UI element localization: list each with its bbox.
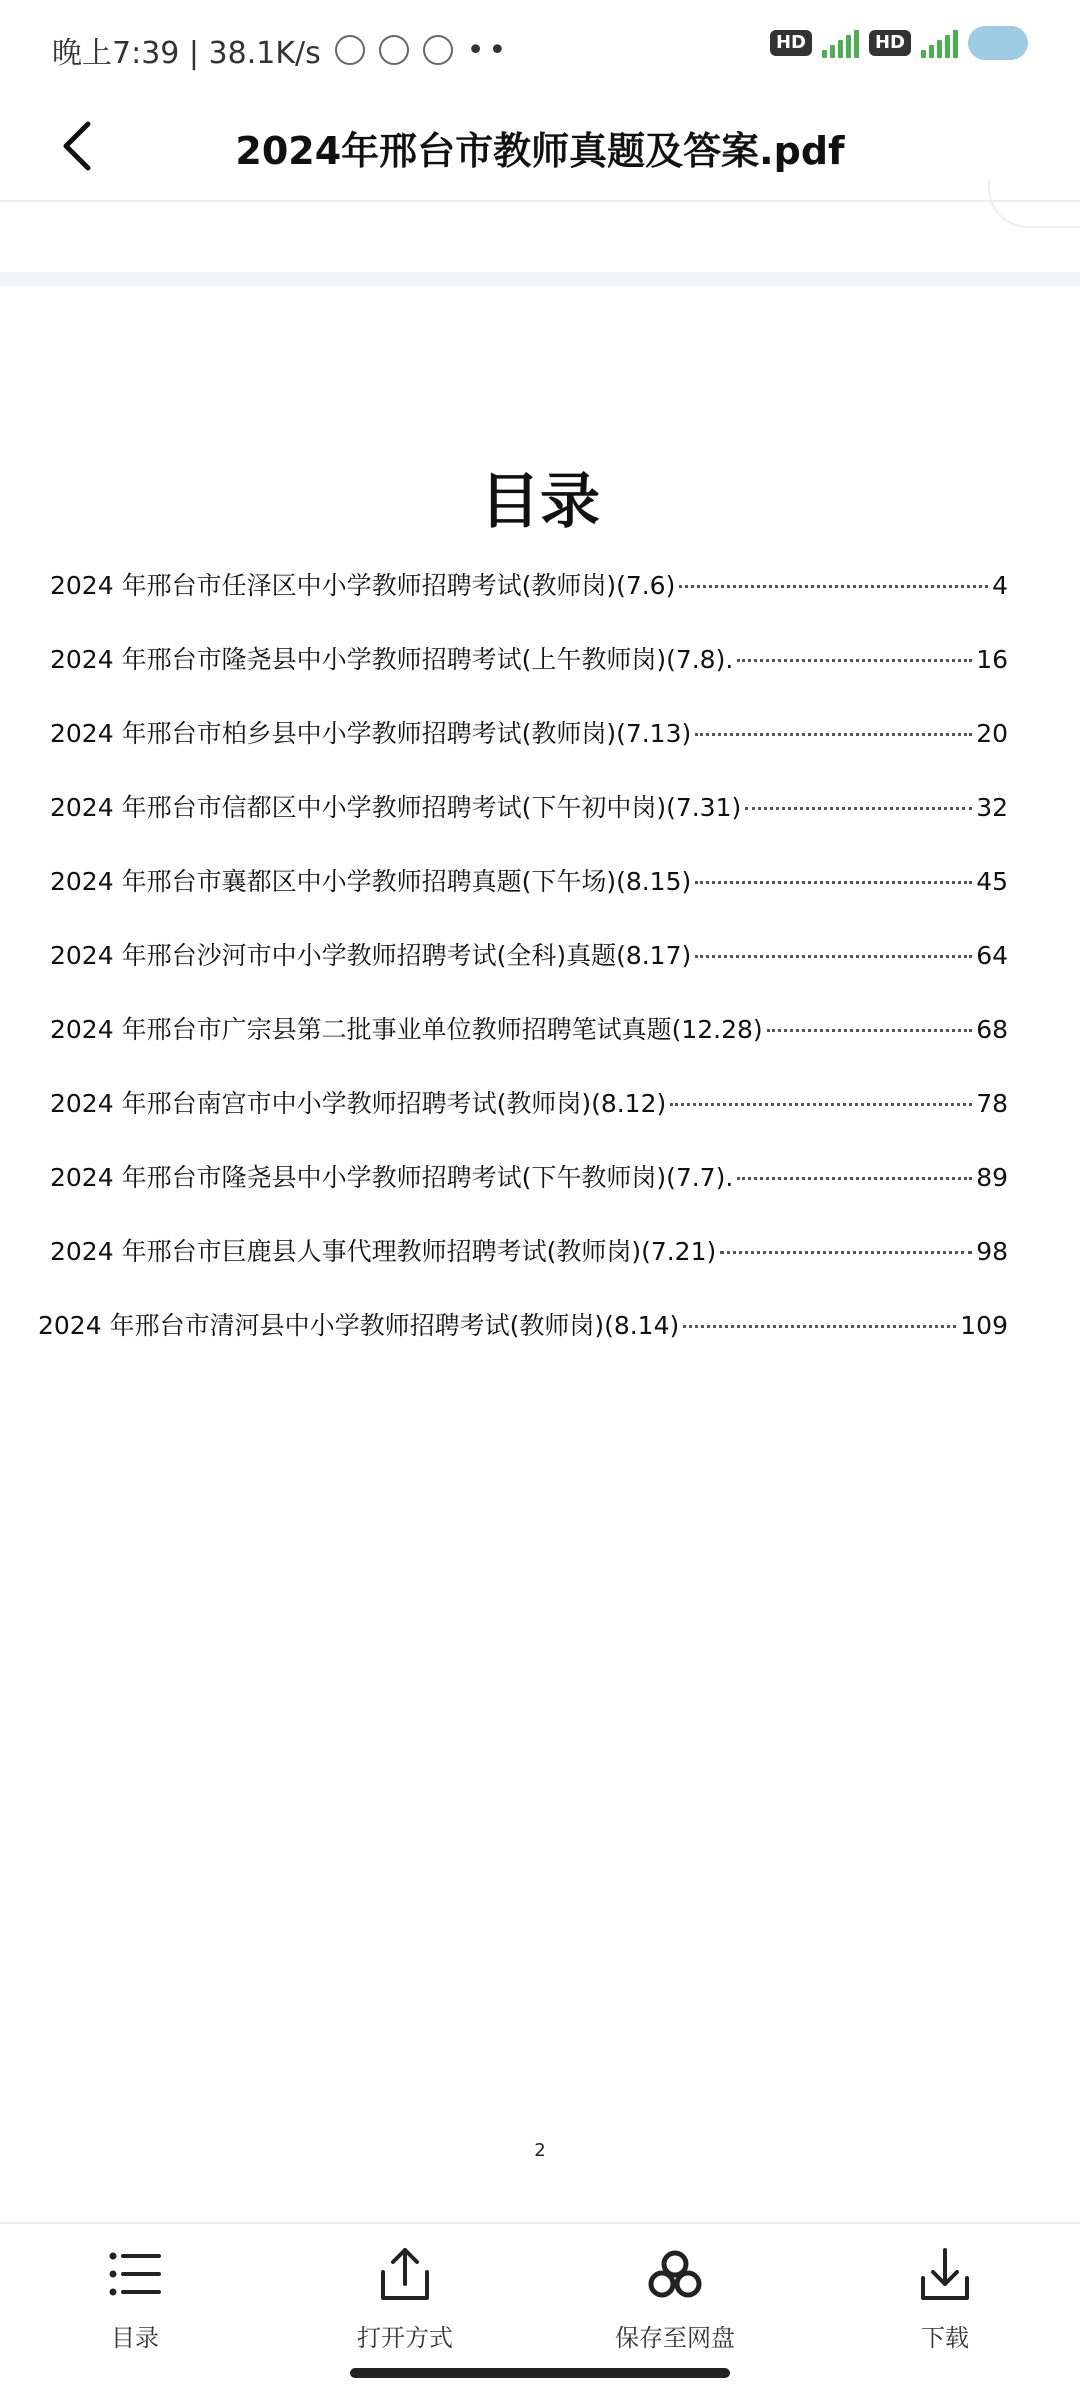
toc-item[interactable] [50, 1084, 1008, 1158]
status-right [770, 26, 1028, 60]
toc-item[interactable] [50, 566, 1008, 640]
open-with-button[interactable] [305, 2242, 505, 2362]
toc-leader [720, 1251, 972, 1254]
document-title: 2024年邢台市教师真题及答案.pdf [235, 129, 845, 173]
toc-item-text: 2024 年邢台市隆尧县中小学教师招聘考试(上午教师岗)(7.8). [50, 645, 734, 674]
toc-item-text: 2024 年邢台市柏乡县中小学教师招聘考试(教师岗)(7.13) [50, 719, 692, 748]
toc-item-text: 2024 年邢台市清河县中小学教师招聘考试(教师岗)(8.14) [38, 1311, 680, 1340]
toc-leader [670, 1103, 972, 1106]
toc-leader [695, 733, 972, 736]
toc-item[interactable] [50, 862, 1008, 936]
save-to-cloud-button[interactable] [575, 2242, 775, 2362]
toc-list [38, 566, 1008, 1380]
download-button-label: 下载 [921, 2324, 969, 2352]
chevron-left-icon [50, 116, 110, 176]
toc-leader [683, 1325, 956, 1328]
toc-item-text: 2024 年邢台市巨鹿县人事代理教师招聘考试(教师岗)(7.21) [50, 1237, 717, 1266]
toc-leader [679, 585, 988, 588]
toc-item-text: 2024 年邢台沙河市中小学教师招聘考试(全科)真题(8.17) [50, 941, 692, 970]
back-button[interactable] [50, 116, 110, 176]
toc-item[interactable] [50, 1158, 1008, 1232]
toc-item-page: 109 [960, 1311, 1008, 1340]
toc-item[interactable] [50, 1232, 1008, 1306]
toc-item[interactable] [50, 788, 1008, 862]
toc-leader [695, 955, 972, 958]
toc-button-label: 目录 [111, 2324, 159, 2352]
toc-leader [695, 881, 972, 884]
hd-badge-2: HD [869, 30, 911, 56]
open-with-button-label: 打开方式 [357, 2324, 453, 2352]
toc-item-page: 32 [976, 793, 1008, 822]
page-separator [0, 272, 1080, 286]
toc-leader [767, 1029, 973, 1032]
toc-item-page: 64 [976, 941, 1008, 970]
toc-item-text: 2024 年邢台市信都区中小学教师招聘考试(下午初中岗)(7.31) [50, 793, 742, 822]
toc-item-text: 2024 年邢台市任泽区中小学教师招聘考试(教师岗)(7.6) [50, 571, 676, 600]
toc-item-page: 16 [976, 645, 1008, 674]
page-number: 2 [534, 2140, 546, 2161]
download-icon [913, 2242, 977, 2306]
cloud-save-icon [643, 2242, 707, 2306]
toc-item[interactable] [50, 1010, 1008, 1084]
share-icon [373, 2242, 437, 2306]
download-button[interactable] [845, 2242, 1045, 2362]
toc-item-text: 2024 年邢台南宫市中小学教师招聘考试(教师岗)(8.12) [50, 1089, 667, 1118]
toc-leader [745, 807, 972, 810]
toc-item[interactable] [38, 1306, 1008, 1380]
save-to-cloud-button-label: 保存至网盘 [615, 2324, 735, 2352]
toc-item-page: 20 [976, 719, 1008, 748]
shell-notification-icon [423, 35, 453, 65]
status-left [52, 28, 510, 72]
list-icon [103, 2242, 167, 2306]
toc-leader [737, 659, 972, 662]
signal-icon [822, 28, 859, 58]
toc-item-page: 98 [976, 1237, 1008, 1266]
toc-item-page: 89 [976, 1163, 1008, 1192]
chat-notification-icon [335, 35, 365, 65]
signal-icon-2 [921, 28, 958, 58]
previous-page-edge [988, 180, 1080, 228]
battery-icon [968, 26, 1028, 60]
document-page[interactable] [0, 286, 1080, 2216]
status-time-speed: 晚上7:39 | 38.1K/s [52, 36, 321, 71]
toc-item-page: 4 [992, 571, 1008, 600]
toc-item-page: 45 [976, 867, 1008, 896]
toc-item-text: 2024 年邢台市隆尧县中小学教师招聘考试(下午教师岗)(7.7). [50, 1163, 734, 1192]
app-notification-icon [379, 35, 409, 65]
header [0, 96, 1080, 202]
toc-item-page: 68 [976, 1015, 1008, 1044]
toc-button[interactable] [35, 2242, 235, 2362]
home-indicator[interactable] [350, 2368, 730, 2378]
toc-item[interactable] [50, 714, 1008, 788]
toc-item[interactable] [50, 936, 1008, 1010]
toc-item[interactable] [50, 640, 1008, 714]
hd-badge: HD [770, 30, 812, 56]
status-bar [0, 0, 1080, 96]
more-notifications-icon: •• [466, 32, 511, 68]
toc-item-text: 2024 年邢台市襄都区中小学教师招聘真题(下午场)(8.15) [50, 867, 692, 896]
toc-leader [737, 1177, 972, 1180]
toc-title: 目录 [480, 467, 600, 537]
toc-item-text: 2024 年邢台市广宗县第二批事业单位教师招聘笔试真题(12.28) [50, 1015, 763, 1044]
toc-item-page: 78 [976, 1089, 1008, 1118]
